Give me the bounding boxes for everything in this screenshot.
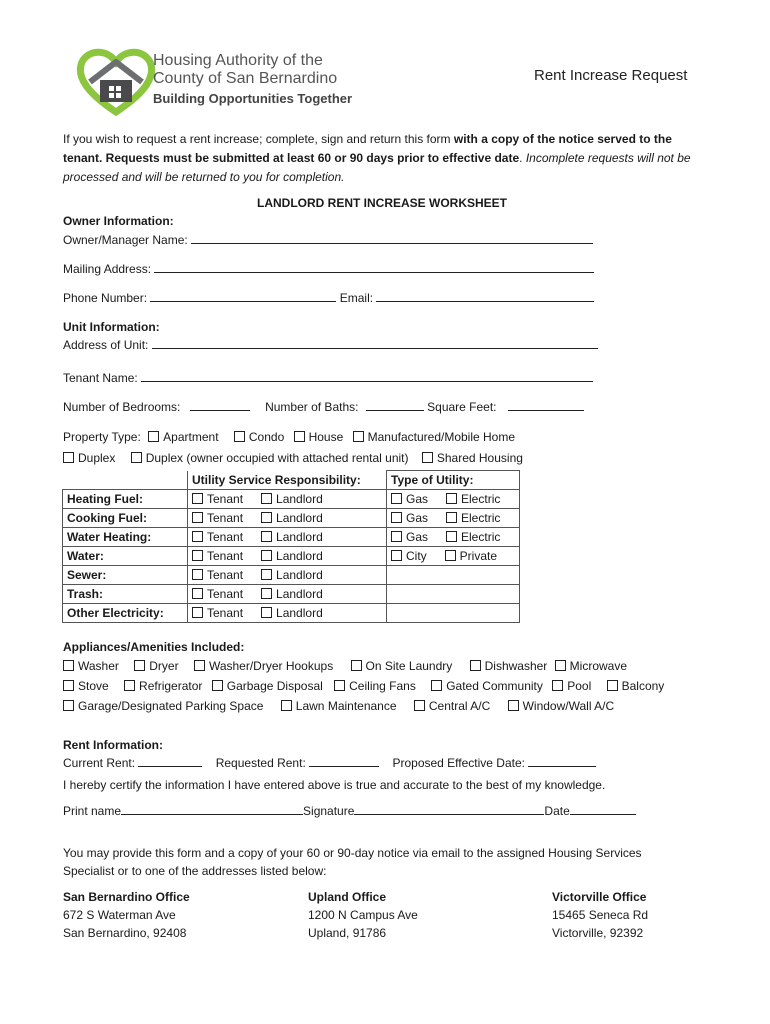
checkbox-duplex-owner[interactable] [131, 452, 142, 463]
tenant-name-label: Tenant Name: [63, 371, 138, 385]
requested-rent-field[interactable] [309, 756, 379, 767]
amenity-lawn: Lawn Maintenance [295, 699, 397, 713]
office-street: 672 S Waterman Ave [63, 908, 176, 922]
type-option: Private [459, 549, 498, 563]
type-option: Gas [406, 511, 429, 525]
landlord-checkbox[interactable] [261, 607, 272, 618]
office-street: 15465 Seneca Rd [552, 908, 649, 922]
owner-name-field[interactable] [191, 233, 593, 244]
signature-field[interactable] [354, 804, 544, 815]
owner-name-label: Owner/Manager Name: [63, 233, 188, 247]
checkbox-microwave[interactable] [555, 660, 566, 671]
utility-label: Sewer: [63, 566, 188, 585]
mailing-field[interactable] [154, 262, 594, 273]
checkbox-gated[interactable] [431, 680, 442, 691]
landlord-label: Landlord [276, 606, 323, 620]
office-san-bernardino [63, 888, 190, 942]
signature-label: Signature [303, 804, 355, 818]
amenity-central-ac: Central A/C [428, 699, 491, 713]
checkbox-pool[interactable] [552, 680, 563, 691]
property-type-apartment: Apartment [163, 430, 219, 444]
landlord-checkbox[interactable] [261, 569, 272, 580]
property-type-condo: Condo [248, 430, 285, 444]
appliances-row3 [63, 699, 614, 713]
checkbox-hookups[interactable] [194, 660, 205, 671]
landlord-label: Landlord [276, 587, 323, 601]
office-city: Victorville, 92392 [552, 926, 644, 940]
tenant-checkbox[interactable] [192, 493, 203, 504]
checkbox-central-ac[interactable] [414, 700, 425, 711]
date-field[interactable] [570, 804, 636, 815]
checkbox-shared-housing[interactable] [422, 452, 433, 463]
unit-address-field[interactable] [152, 338, 598, 349]
intro-text-3: . [519, 151, 526, 165]
landlord-label: Landlord [276, 511, 323, 525]
checkbox-lawn[interactable] [281, 700, 292, 711]
mailing-label: Mailing Address: [63, 262, 152, 276]
house-heart-icon [76, 46, 156, 116]
email-field[interactable] [376, 291, 594, 302]
org-name-line1: Housing Authority of the [153, 52, 323, 69]
utility-label: Heating Fuel: [63, 490, 188, 509]
org-tagline: Building Opportunities Together [153, 91, 353, 106]
appliances-row2 [63, 679, 664, 693]
utility-label: Other Electricity: [63, 604, 188, 623]
type-option: City [406, 549, 427, 563]
intro-text-italic: Incomplete requests will not be processed and will be returned to you for completion. [63, 151, 691, 184]
landlord-label: Landlord [276, 568, 323, 582]
amenity-ceiling-fans: Ceiling Fans [349, 679, 416, 693]
form-title: Rent Increase Request [534, 67, 688, 84]
office-street: 1200 N Campus Ave [308, 908, 418, 922]
tenant-label: Tenant [207, 549, 244, 563]
current-rent-label: Current Rent: [63, 756, 136, 770]
property-type-row2 [63, 451, 523, 465]
mailing-row [63, 262, 594, 276]
tenant-checkbox[interactable] [192, 588, 203, 599]
utility-label: Cooking Fuel: [63, 509, 188, 528]
org-name-line2: County of San Bernardino [153, 70, 338, 87]
landlord-checkbox[interactable] [261, 550, 272, 561]
tenant-label: Tenant [207, 530, 244, 544]
sqft-field[interactable] [508, 400, 584, 411]
utility-row-sewer [63, 566, 520, 585]
rooms-row [63, 400, 584, 414]
type-option: Gas [406, 530, 429, 544]
utility-row-other-electricity [63, 604, 520, 623]
landlord-checkbox[interactable] [261, 531, 272, 542]
phone-label: Phone Number: [63, 291, 148, 305]
bedrooms-label: Number of Bedrooms: [63, 400, 181, 414]
gas-checkbox[interactable] [391, 531, 402, 542]
type-header: Type of Utility: [387, 471, 520, 490]
tenant-checkbox[interactable] [192, 607, 203, 618]
tenant-checkbox[interactable] [192, 531, 203, 542]
checkbox-balcony[interactable] [607, 680, 618, 691]
property-type-label: Property Type: [63, 430, 141, 444]
tenant-name-row [63, 371, 593, 385]
tenant-name-field[interactable] [141, 371, 593, 382]
landlord-checkbox[interactable] [261, 588, 272, 599]
type-option: Gas [406, 492, 429, 506]
bedrooms-field[interactable] [190, 400, 250, 411]
type-option: Electric [461, 492, 501, 506]
rent-row [63, 756, 596, 770]
type-option: Electric [461, 511, 501, 525]
property-type-shared: Shared Housing [436, 451, 523, 465]
amenity-pool: Pool [567, 679, 592, 693]
office-name: San Bernardino Office [63, 890, 190, 904]
gas-checkbox[interactable] [391, 493, 402, 504]
gas-checkbox[interactable] [391, 512, 402, 523]
property-type-house: House [308, 430, 344, 444]
tenant-label: Tenant [207, 511, 244, 525]
checkbox-condo[interactable] [234, 431, 245, 442]
checkbox-house[interactable] [294, 431, 305, 442]
checkbox-dishwasher[interactable] [470, 660, 481, 671]
landlord-label: Landlord [276, 492, 323, 506]
landlord-label: Landlord [276, 530, 323, 544]
amenity-microwave: Microwave [569, 659, 628, 673]
amenity-dishwasher: Dishwasher [484, 659, 548, 673]
tenant-label: Tenant [207, 492, 244, 506]
property-type-duplex-owner: Duplex (owner occupied with attached rental unit) [145, 451, 409, 465]
tenant-label: Tenant [207, 587, 244, 601]
amenity-garage: Garage/Designated Parking Space [78, 699, 264, 713]
tenant-label: Tenant [207, 606, 244, 620]
unit-address-row [63, 338, 598, 352]
checkbox-dryer[interactable] [134, 660, 145, 671]
owner-name-row [63, 233, 593, 247]
electric-checkbox[interactable] [446, 512, 457, 523]
utility-row-water [63, 547, 520, 566]
effective-date-label: Proposed Effective Date: [392, 756, 525, 770]
checkbox-duplex[interactable] [63, 452, 74, 463]
utility-row-trash [63, 585, 520, 604]
amenity-window-ac: Window/Wall A/C [522, 699, 615, 713]
date-label: Date [544, 804, 570, 818]
tenant-checkbox[interactable] [192, 550, 203, 561]
amenity-disposal: Garbage Disposal [226, 679, 323, 693]
utility-label: Water: [63, 547, 188, 566]
checkbox-disposal[interactable] [212, 680, 223, 691]
baths-field[interactable] [366, 400, 424, 411]
office-upland [308, 888, 418, 942]
landlord-label: Landlord [276, 549, 323, 563]
checkbox-garage[interactable] [63, 700, 74, 711]
private-checkbox[interactable] [445, 550, 456, 561]
utility-header-row [63, 471, 520, 490]
office-victorville [552, 888, 648, 942]
utility-table [62, 470, 520, 623]
checkbox-laundry[interactable] [351, 660, 362, 671]
type-option: Electric [461, 530, 501, 544]
amenity-laundry: On Site Laundry [365, 659, 453, 673]
unit-address-label: Address of Unit: [63, 338, 149, 352]
appliances-row1 [63, 659, 627, 673]
intro-text-1: If you wish to request a rent increase; complete, sign and return this form [63, 132, 454, 146]
phone-email-row [63, 291, 594, 305]
worksheet-title: LANDLORD RENT INCREASE WORKSHEET [257, 196, 508, 210]
checkbox-ceiling-fans[interactable] [334, 680, 345, 691]
resp-header: Utility Service Responsibility: [188, 471, 387, 490]
city-checkbox[interactable] [391, 550, 402, 561]
amenity-dryer: Dryer [149, 659, 179, 673]
email-label: Email: [339, 291, 374, 305]
appliances-heading: Appliances/Amenities Included: [63, 640, 245, 654]
electric-checkbox[interactable] [446, 493, 457, 504]
tenant-label: Tenant [207, 568, 244, 582]
intro-text-bold: with a copy of the notice served to the tenant. Requests must be submitted at least 60 or 90 days prior to effective date [63, 132, 672, 165]
footer-note-line2: Specialist or to one of the addresses listed below: [63, 864, 327, 878]
electric-checkbox[interactable] [446, 531, 457, 542]
sqft-label: Square Feet: [427, 400, 497, 414]
certify-statement: I hereby certify the information I have entered above is true and accurate to the best of my knowledge. [63, 778, 606, 792]
logo [76, 46, 156, 119]
phone-field[interactable] [150, 291, 336, 302]
utility-label: Trash: [63, 585, 188, 604]
utility-label: Water Heating: [63, 528, 188, 547]
utility-row-heating [63, 490, 520, 509]
rent-heading: Rent Information: [63, 738, 163, 752]
current-rent-field[interactable] [138, 756, 202, 767]
baths-label: Number of Baths: [265, 400, 359, 414]
amenity-washer: Washer [78, 659, 119, 673]
footer-note-line1: You may provide this form and a copy of your 60 or 90-day notice via email to the assigned Housing Services [63, 846, 642, 860]
property-type-mobile-home: Manufactured/Mobile Home [367, 430, 516, 444]
office-name: Upland Office [308, 890, 387, 904]
print-name-field[interactable] [121, 804, 303, 815]
checkbox-mobile-home[interactable] [353, 431, 364, 442]
amenity-gated: Gated Community [446, 679, 543, 693]
amenity-stove: Stove [78, 679, 109, 693]
checkbox-window-ac[interactable] [508, 700, 519, 711]
landlord-checkbox[interactable] [261, 493, 272, 504]
signature-row [63, 804, 636, 818]
unit-heading: Unit Information: [63, 320, 160, 334]
checkbox-washer[interactable] [63, 660, 74, 671]
requested-rent-label: Requested Rent: [215, 756, 306, 770]
office-city: Upland, 91786 [308, 926, 387, 940]
property-type-row1 [63, 430, 515, 444]
office-city: San Bernardino, 92408 [63, 926, 187, 940]
tenant-checkbox[interactable] [192, 569, 203, 580]
office-name: Victorville Office [552, 890, 647, 904]
tenant-checkbox[interactable] [192, 512, 203, 523]
checkbox-apartment[interactable] [148, 431, 159, 442]
landlord-checkbox[interactable] [261, 512, 272, 523]
print-name-label: Print name [63, 804, 122, 818]
effective-date-field[interactable] [528, 756, 596, 767]
checkbox-refrigerator[interactable] [124, 680, 135, 691]
utility-row-water-heating [63, 528, 520, 547]
utility-row-cooking [63, 509, 520, 528]
amenity-hookups: Washer/Dryer Hookups [208, 659, 334, 673]
intro-paragraph [63, 130, 713, 187]
amenity-refrigerator: Refrigerator [139, 679, 203, 693]
checkbox-stove[interactable] [63, 680, 74, 691]
property-type-duplex: Duplex [78, 451, 116, 465]
owner-heading: Owner Information: [63, 214, 174, 228]
amenity-balcony: Balcony [621, 679, 665, 693]
